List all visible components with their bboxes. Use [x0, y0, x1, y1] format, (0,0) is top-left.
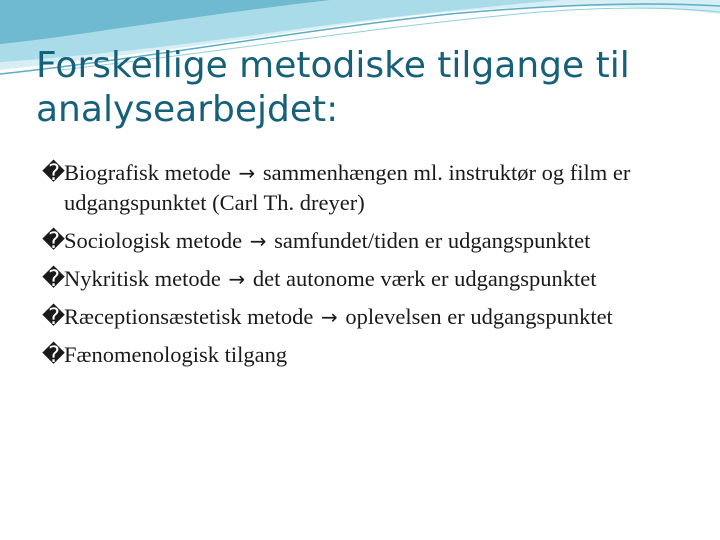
slide-title: Forskellige metodiske tilgange til analysearbejdet: [36, 45, 630, 130]
bullet-item [42, 226, 682, 256]
bullet-item [42, 340, 682, 370]
right-arrow-icon: → [320, 305, 338, 329]
bullet-lead-text: Sociologisk metode [64, 228, 243, 253]
bullet-lead-text: Biografisk metode [64, 160, 231, 185]
bullet-glyph-icon: � [42, 160, 66, 185]
right-arrow-icon: → [228, 267, 246, 291]
bullet-item [42, 302, 682, 332]
bullet-item [42, 264, 682, 294]
bullet-glyph-icon: � [42, 342, 66, 367]
bullet-glyph-icon: � [42, 304, 66, 329]
bullet-rest-text: sammenhængen ml. instruktør og film er udgangspunktet (Carl Th. dreyer) [64, 160, 631, 215]
bullet-rest-text: det autonome værk er udgangspunktet [252, 266, 597, 291]
bullet-lead-text: Fænomenologisk tilgang [64, 342, 288, 367]
bullet-glyph-icon: � [42, 266, 66, 291]
bullet-item [42, 158, 682, 218]
bullet-rest-text: oplevelsen er udgangspunktet [345, 304, 613, 329]
right-arrow-icon: → [249, 229, 267, 253]
bullet-list [42, 158, 682, 378]
bullet-glyph-icon: � [42, 228, 66, 253]
bullet-lead-text: Ræceptionsæstetisk metode [64, 304, 314, 329]
right-arrow-icon: → [238, 161, 256, 185]
bullet-rest-text: samfundet/tiden er udgangspunktet [274, 228, 591, 253]
bullet-lead-text: Nykritisk metode [64, 266, 221, 291]
